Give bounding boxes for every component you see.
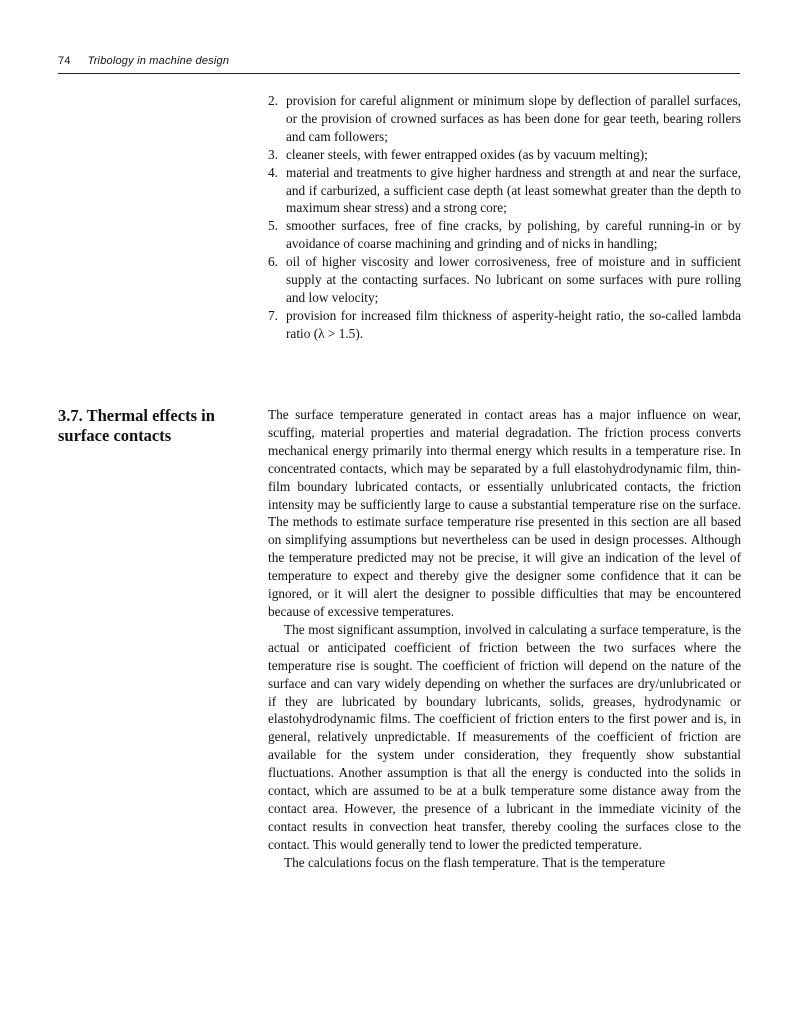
body-paragraph: The surface temperature generated in contact areas has a major influence on wear, scuffing, material properties and material degradation. The friction process converts mechanical energy primarily into thermal energy which results in a temperature rise. In concentrated contacts, which may be separated by a full elastohydrodynamic film, thin-film boundary lubricated contacts, or essentially unlubricated contacts, the friction intensity may be sufficiently large to cause a substantial temperature rise on the surface. The methods to estimate surface temperature rise presented in this section are all based on simplifying assumptions but nevertheless can be used in design processes. Although the temperature predicted may not be precise, it will give an indication of the level of temperature to expect and thereby give the designer some confidence that it can be ignored, or it will alert the designer to possible difficulties that may be encountered because of excessive temperatures. [268, 407, 741, 619]
list-item-text: provision for careful alignment or minimum slope by deflection of parallel surfaces, or the provision of crowned surfaces as has been done for gear teeth, bearing rollers and cam followers; [286, 93, 741, 144]
body-paragraph: The most significant assumption, involved in calculating a surface temperature, is the actual or anticipated coefficient of friction between the two surfaces where the temperature rise is sought. The coefficient of friction will depend on the nature of the surface and can vary widely depending on whether the surfaces are dry/unlubricated or if they are lubricated by boundary lubricants, solids, greases, hydrodynamic or elastohydrodynamic films. The coefficient of friction enters to the first power and is, in general, relatively unpredictable. If measurements of the coefficient of friction are available for the system under consideration, they frequently show substantial fluctuations. Another assumption is that all the energy is conducted into the solids in contact, which are assumed to be at a bulk temperature some distance away from the contact area. However, the presence of a lubricant in the immediate vicinity of the contact results in convection heat transfer, thereby cooling the surfaces close to the contact. This would generally tend to lower the predicted temperature. [268, 621, 741, 852]
header-rule [58, 73, 740, 74]
list-item-number: 2. [268, 93, 278, 108]
list-item-text: oil of higher viscosity and lower corrosiveness, free of moisture and in sufficient supply at the contacting surfaces. No lubricant on some surfaces with pure rolling and low velocity; [286, 254, 741, 305]
list-item [268, 146, 741, 164]
list-item [268, 307, 741, 343]
section-body [268, 406, 741, 872]
running-head [58, 55, 229, 67]
list-item [268, 164, 741, 218]
list-item-text: material and treatments to give higher hardness and strength at and near the surface, and if carburized, a sufficient case depth (at least somewhat greater than the depth to maximum shear stress) and a strong core; [286, 164, 741, 216]
list-item-number: 5. [268, 218, 278, 234]
section-heading: 3.7. Thermal effects in surface contacts [58, 406, 215, 445]
numbered-list [268, 92, 741, 343]
list-item [268, 217, 741, 253]
list-item-number: 4. [268, 164, 278, 180]
list-item-text: smoother surfaces, free of fine cracks, by polishing, by careful running-in or by avoidance of coarse machining and grinding and of nicks in handling; [286, 218, 741, 252]
list-item [268, 253, 741, 307]
body-paragraph: The calculations focus on the flash temperature. That is the temperature [284, 854, 666, 870]
list-item-text: provision for increased film thickness of asperity-height ratio, the so-called lambda ratio (λ > 1.5). [286, 307, 741, 341]
list-item-number: 6. [268, 254, 278, 270]
list-item-number: 7. [268, 307, 278, 323]
list-item-number: 3. [268, 146, 278, 162]
page-number: 74 [58, 55, 71, 67]
running-title: Tribology in machine design [87, 55, 230, 67]
list-item-text: cleaner steels, with fewer entrapped oxides (as by vacuum melting); [286, 146, 648, 162]
list-item [268, 92, 741, 146]
